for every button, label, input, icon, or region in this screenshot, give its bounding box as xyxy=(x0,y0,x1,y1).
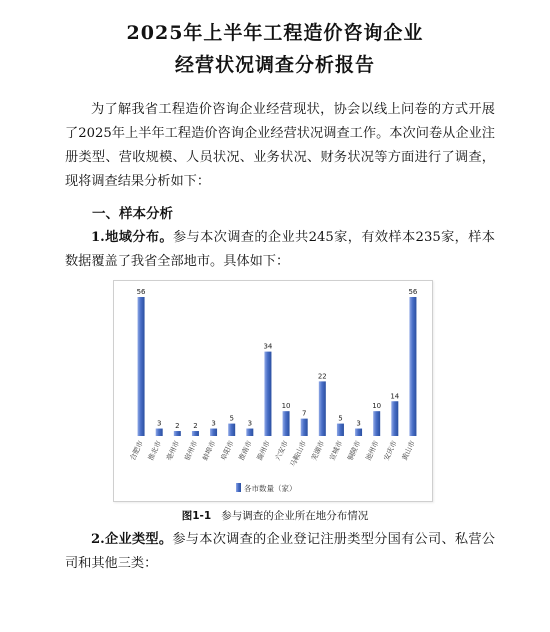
bar-11 xyxy=(319,381,326,436)
bar-6 xyxy=(228,424,235,436)
region-lead: 1.地域分布。 xyxy=(91,230,173,245)
type-text: 参与本次调查的企业登记注册类型分国有公司、私营公司和其他三类： xyxy=(65,532,495,571)
region-bar-chart xyxy=(114,281,432,501)
category-label-4: 宿州市 xyxy=(183,439,200,462)
bar-15 xyxy=(391,401,398,436)
value-label-2: 3 xyxy=(156,419,162,428)
value-label-4: 2 xyxy=(193,422,198,431)
category-label-5: 蚌埠市 xyxy=(201,439,218,462)
doc-title-line1: 2025年上半年工程造价咨询企业 xyxy=(126,22,424,44)
chart-legend xyxy=(236,483,297,493)
section-heading: 一、样本分析 xyxy=(92,206,173,222)
region-text: 参与本次调查的企业共245家，有效样本235家，样本数据覆盖了我省全部地市。具体如下： xyxy=(65,230,495,269)
value-label-16: 56 xyxy=(408,288,418,296)
bar-9 xyxy=(283,411,290,436)
legend-label: 各市数量（家） xyxy=(244,484,297,493)
value-label-7: 3 xyxy=(247,419,253,428)
value-label-14: 10 xyxy=(372,402,382,411)
category-label-16: 黄山市 xyxy=(400,439,417,462)
category-label-8: 滁州市 xyxy=(255,439,272,462)
category-label-14: 池州市 xyxy=(364,439,381,462)
category-label-1: 合肥市 xyxy=(128,439,145,462)
category-label-2: 淮北市 xyxy=(146,439,164,462)
region-paragraph xyxy=(65,226,495,274)
category-label-13: 铜陵市 xyxy=(346,439,363,462)
type-paragraph xyxy=(65,528,495,576)
intro-paragraph: 为了解我省工程造价咨询企业经营现状，协会以线上问卷的方式开展了2025年上半年工程造价咨询企业经营状况调查工作。本次问卷从企业注册类型、营收规模、人员状况、业务状况、财务状况等方面进行了调查，现将调查结果分析如下： xyxy=(65,102,495,189)
caption-text: 参与调查的企业所在地分布情况 xyxy=(221,510,369,522)
doc-title-line2: 经营状况调查分析报告 xyxy=(174,54,375,76)
value-label-1: 56 xyxy=(136,288,146,296)
category-label-12: 宣城市 xyxy=(328,439,345,462)
value-label-11: 22 xyxy=(317,372,327,381)
value-label-15: 14 xyxy=(390,392,400,401)
category-label-6: 阜阳市 xyxy=(219,439,236,462)
figure-caption xyxy=(0,508,550,523)
caption-number: 图1-1 xyxy=(181,510,212,522)
value-label-5: 3 xyxy=(211,419,216,428)
value-label-13: 3 xyxy=(356,419,361,428)
value-label-10: 7 xyxy=(301,409,307,418)
category-label-11: 芜湖市 xyxy=(309,439,327,462)
value-label-8: 34 xyxy=(263,342,273,351)
bar-5 xyxy=(210,429,217,436)
value-label-3: 2 xyxy=(175,422,180,431)
category-label-15: 安庆市 xyxy=(382,439,399,462)
bar-1 xyxy=(138,297,145,436)
value-label-12: 5 xyxy=(338,414,343,423)
value-label-6: 5 xyxy=(229,414,234,423)
bar-4 xyxy=(192,431,199,436)
region-chart xyxy=(113,280,433,502)
bar-16 xyxy=(409,297,416,436)
bar-7 xyxy=(246,429,253,436)
category-label-7: 淮南市 xyxy=(237,439,254,462)
bar-12 xyxy=(337,424,344,436)
category-label-9: 六安市 xyxy=(273,439,290,462)
bar-14 xyxy=(373,411,380,436)
value-label-9: 10 xyxy=(281,402,291,411)
legend-swatch xyxy=(236,483,241,492)
chart-value-labels xyxy=(137,288,418,430)
bar-8 xyxy=(264,352,271,436)
category-label-3: 亳州市 xyxy=(164,439,182,462)
bar-2 xyxy=(156,429,163,436)
category-label-10: 马鞍山市 xyxy=(288,439,309,469)
chart-bars xyxy=(138,297,417,436)
bar-3 xyxy=(174,431,181,436)
chart-category-labels xyxy=(128,439,417,468)
bar-13 xyxy=(355,429,362,436)
type-lead: 2.企业类型。 xyxy=(91,532,173,547)
bar-10 xyxy=(301,419,308,436)
